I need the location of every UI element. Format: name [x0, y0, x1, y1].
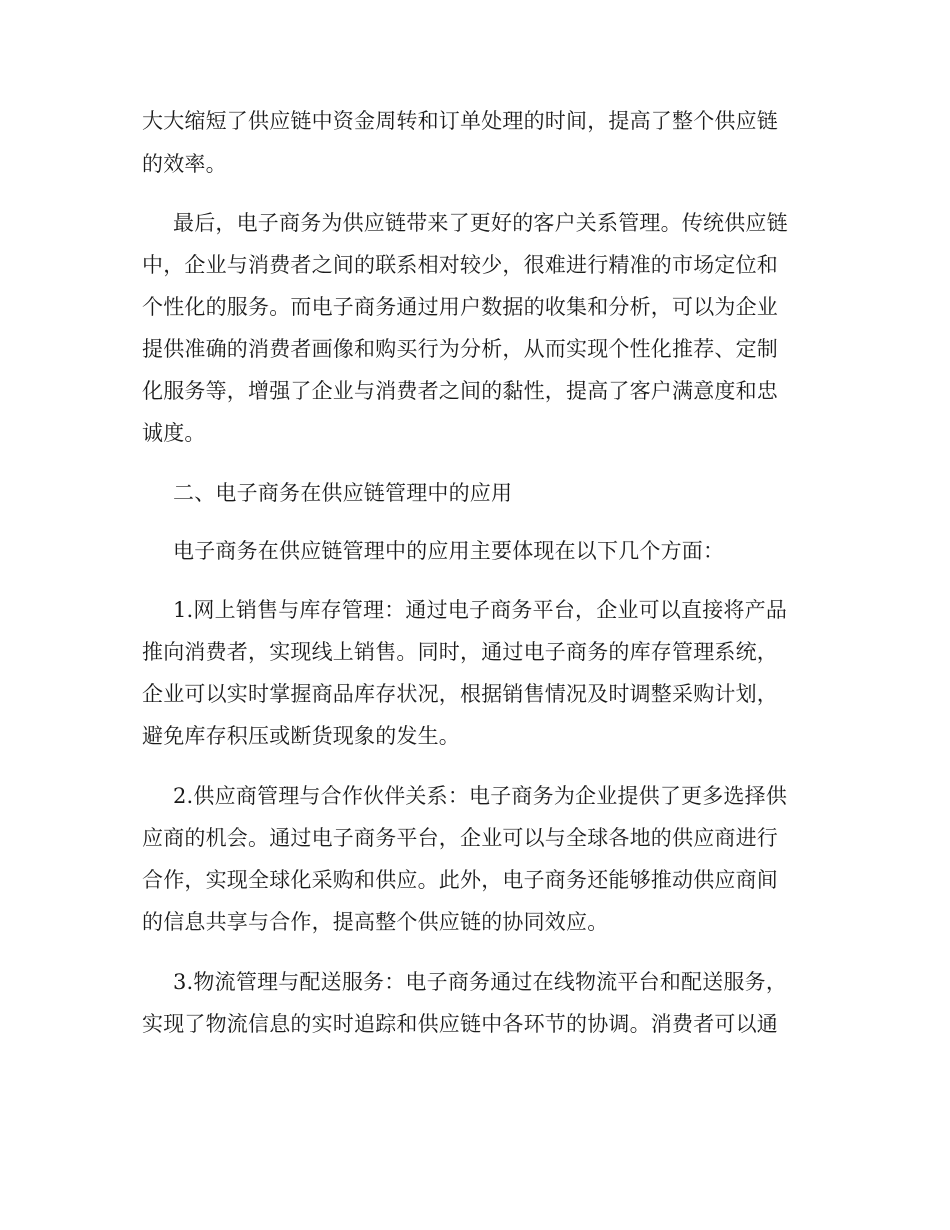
text-line: 合作，实现全球化采购和供应。此外，电子商务还能够推动供应商间 — [142, 868, 778, 892]
text-line: 应商的机会。通过电子商务平台，企业可以与全球各地的供应商进行 — [142, 826, 778, 850]
text-line: 个性化的服务。而电子商务通过用户数据的收集和分析，可以为企业 — [142, 295, 778, 319]
text-line: 诚度。 — [142, 421, 206, 445]
text-line: 企业可以实时掌握商品库存状况，根据销售情况及时调整采购计划， — [142, 682, 778, 706]
list-item-first-line: 1.网上销售与库存管理：通过电子商务平台，企业可以直接将产品 — [173, 598, 788, 622]
list-item-first-line: 2.供应商管理与合作伙伴关系：电子商务为企业提供了更多选择供 — [173, 784, 788, 808]
text-line: 中，企业与消费者之间的联系相对较少，很难进行精准的市场定位和 — [142, 253, 778, 277]
text-line: 推向消费者，实现线上销售。同时，通过电子商务的库存管理系统， — [142, 640, 778, 664]
text-line: 的效率。 — [142, 152, 227, 176]
text-line: 化服务等，增强了企业与消费者之间的黏性，提高了客户满意度和忠 — [142, 379, 778, 403]
paragraph-first-line: 最后，电子商务为供应链带来了更好的客户关系管理。传统供应链 — [173, 211, 788, 235]
paragraph-first-line: 电子商务在供应链管理中的应用主要体现在以下几个方面： — [173, 539, 725, 563]
list-item-first-line: 3.物流管理与配送服务：电子商务通过在线物流平台和配送服务， — [173, 970, 788, 994]
text-line: 实现了物流信息的实时追踪和供应链中各环节的协调。消费者可以通 — [142, 1012, 778, 1036]
text-line: 避免库存积压或断货现象的发生。 — [142, 724, 460, 748]
text-line: 大大缩短了供应链中资金周转和订单处理的时间，提高了整个供应链 — [142, 109, 778, 133]
section-heading: 二、电子商务在供应链管理中的应用 — [173, 481, 513, 505]
text-line: 提供准确的消费者画像和购买行为分析，从而实现个性化推荐、定制 — [142, 337, 778, 361]
text-line: 的信息共享与合作，提高整个供应链的协同效应。 — [142, 910, 609, 934]
